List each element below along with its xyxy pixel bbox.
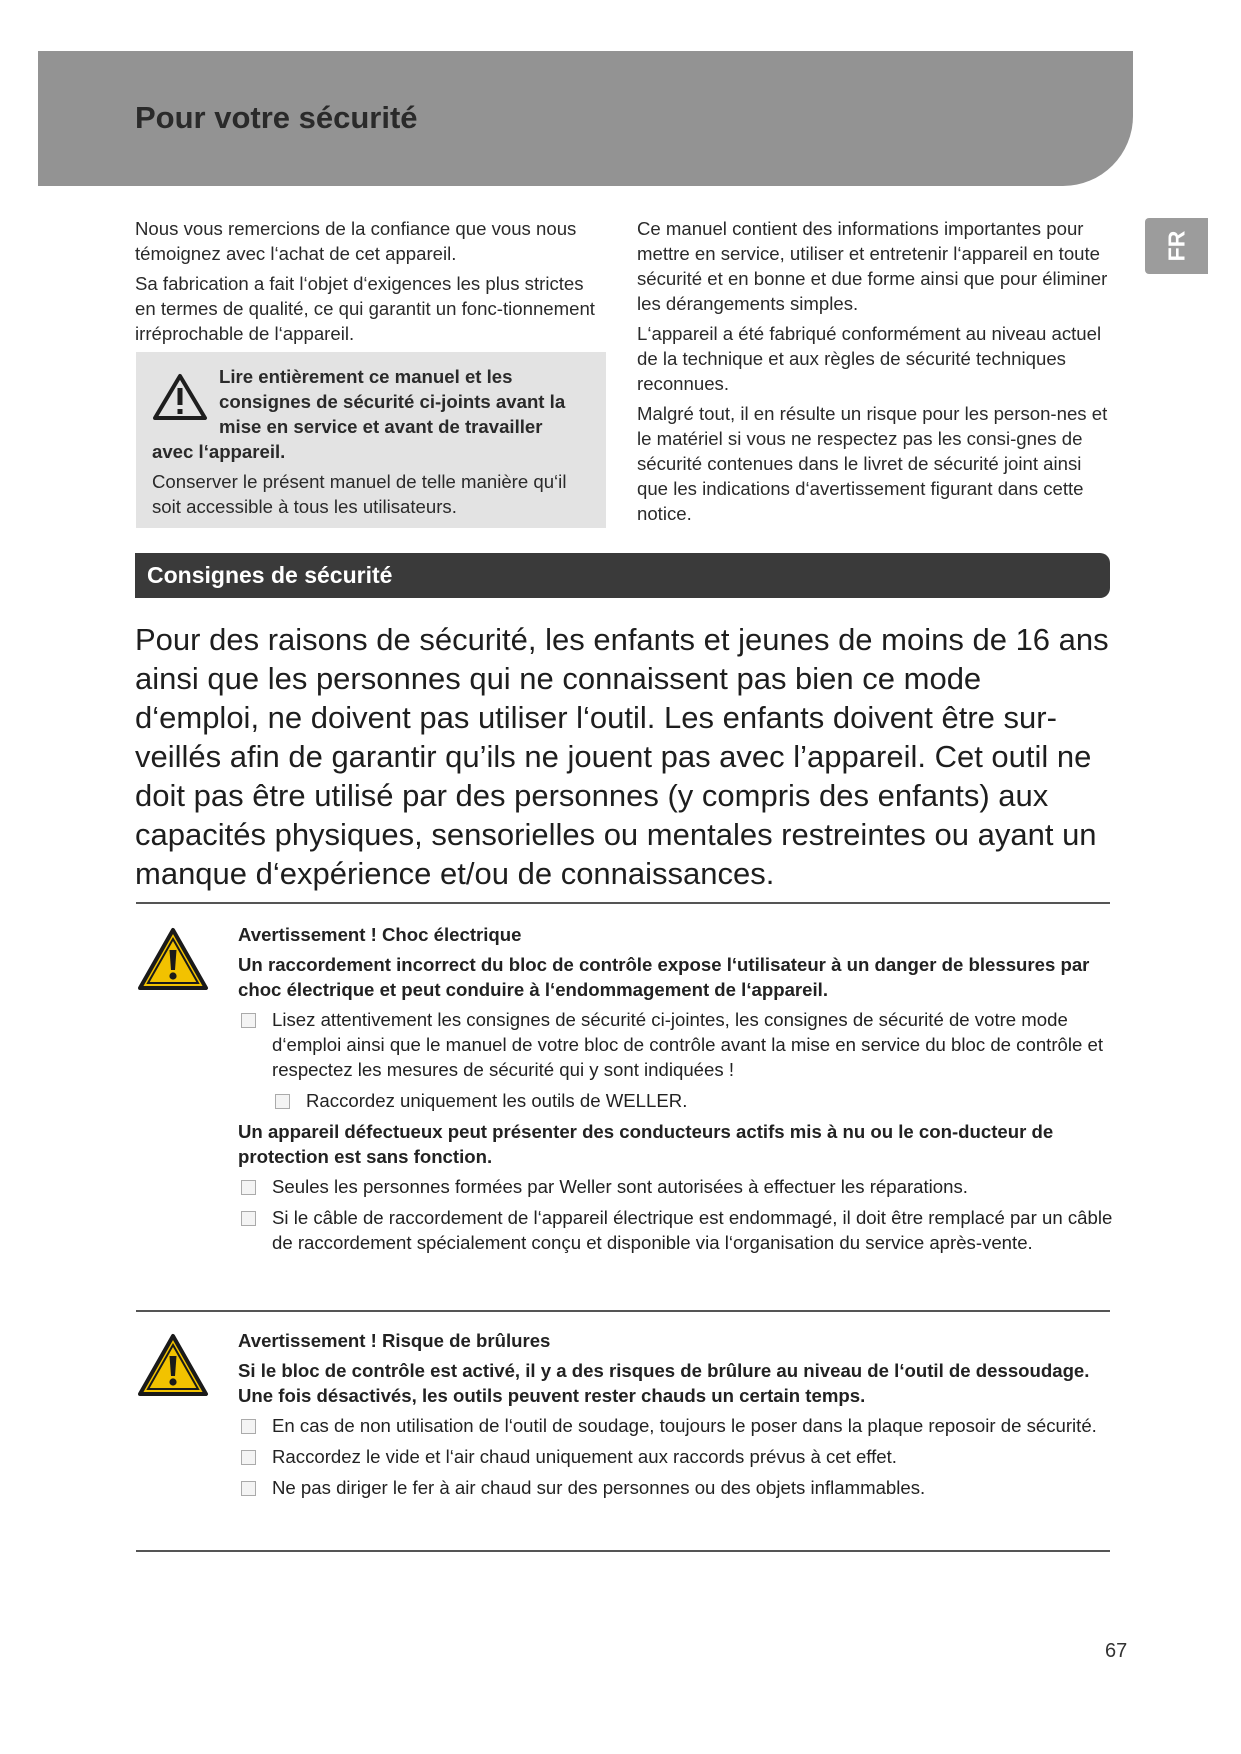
list-item-text: Raccordez uniquement les outils de WELLER. (306, 1090, 688, 1111)
section-header (135, 553, 1110, 598)
list-item (272, 1088, 1118, 1113)
list-item-text: En cas de non utilisation de l‘outil de soudage, toujours le poser dans la plaque reposoir de sécurité. (272, 1415, 1097, 1436)
lead-paragraph: Pour des raisons de sécurité, les enfants et jeunes de moins de 16 ans ainsi que les personnes qui ne connaissent pas bien ce mode d‘emploi, ne doivent pas utiliser l‘outil. Les enfants doivent être sur-veillés afin de garantir qu’ils ne jouent pas avec l’appareil. Cet outil ne doit pas être utilisé par des personnes (y compris des enfants) aux capacités physiques, sensorielles ou mentales restreintes ou ayant un manque d‘expérience et/ou de connaissances. (135, 622, 1109, 891)
intro-left-paragraph: Sa fabrication a fait l‘objet d‘exigences les plus strictes en termes de qualité, ce qui garantit un fonc-tionnement irréprochable de l‘appareil. (135, 273, 595, 344)
checkbox-bullet-icon (241, 1450, 256, 1465)
checkbox-bullet-icon (275, 1094, 290, 1109)
intro-right-column (637, 216, 1117, 531)
intro-right-paragraph: L‘appareil a été fabriqué conformément au niveau actuel de la technique et aux règles de sécurité techniques reconnues. (637, 323, 1102, 394)
checkbox-bullet-icon (241, 1013, 256, 1028)
warning-title: Avertissement ! Risque de brûlures (238, 1330, 551, 1351)
checkbox-bullet-icon (241, 1211, 256, 1226)
intro-right-paragraph: Malgré tout, il en résulte un risque pour les person-nes et le matériel si vous ne respectez pas les consi-gnes de sécurité contenues dans le livret de sécurité joint ainsi que les indications d‘avertissement figurant dans cette notice. (637, 403, 1108, 524)
warning-burn-risk (238, 1328, 1118, 1506)
divider (136, 902, 1110, 904)
list-item-text: Lisez attentivement les consignes de sécurité ci-jointes, les consignes de sécurité de votre mode d‘emploi ainsi que le manuel de votre bloc de contrôle avant la mise en service du bloc de contrôle et respectez les mesures de sécurité qui y sont indiquées ! (272, 1009, 1103, 1080)
warning-electric-shock (238, 922, 1118, 1261)
section-title: Consignes de sécurité (147, 562, 393, 588)
warning-triangle-outline-icon (152, 373, 208, 421)
language-tab (1145, 218, 1208, 274)
notice-bold-text: Lire entièrement ce manuel et les consignes de sécurité ci-joints avant la mise en service et avant de travailler (219, 366, 566, 437)
list-item (238, 1413, 1118, 1438)
divider (136, 1310, 1110, 1312)
list-item-text: Si le câble de raccordement de l‘appareil électrique est endommagé, il doit être remplacé par un câble de raccordement spécialement conçu et disponible via l‘organisation du service après-vente. (272, 1207, 1113, 1253)
warning-statement: Un appareil défectueux peut présenter des conducteurs actifs mis à nu ou le con-ducteur de protection est sans fonction. (238, 1121, 1054, 1167)
list-item (238, 1205, 1118, 1255)
checkbox-bullet-icon (241, 1180, 256, 1195)
intro-left-paragraph: Nous vous remercions de la confiance que vous nous témoignez avec l‘achat de cet appareil. (135, 218, 577, 264)
notice-bold-text-end: avec l‘appareil. (152, 441, 286, 462)
page-title: Pour votre sécurité (135, 100, 418, 135)
list-item-text: Raccordez le vide et l‘air chaud uniquement aux raccords prévus à cet effet. (272, 1446, 897, 1467)
page-number: 67 (1105, 1640, 1128, 1662)
list-item-text: Ne pas diriger le fer à air chaud sur des personnes ou des objets inflammables. (272, 1477, 926, 1498)
list-item (238, 1444, 1118, 1469)
list-item (238, 1475, 1118, 1500)
notice-box (136, 352, 606, 528)
warning-triangle-yellow-icon (136, 926, 210, 992)
warning-triangle-yellow-icon (136, 1332, 210, 1398)
intro-left-column (135, 216, 605, 351)
warning-statement: Si le bloc de contrôle est activé, il y a des risques de brûlure au niveau de l‘outil de dessoudage. Une fois désactivés, les outils peuvent rester chauds un certain temps. (238, 1360, 1090, 1406)
list-item-text: Seules les personnes formées par Weller sont autorisées à effectuer les réparations. (272, 1176, 968, 1197)
list-item (238, 1007, 1118, 1082)
warning-title: Avertissement ! Choc électrique (238, 924, 522, 945)
checkbox-bullet-icon (241, 1481, 256, 1496)
notice-text: Conserver le présent manuel de telle manière qu‘il soit accessible à tous les utilisateurs. (152, 471, 567, 517)
list-item (238, 1174, 1118, 1199)
divider (136, 1550, 1110, 1552)
warning-statement: Un raccordement incorrect du bloc de contrôle expose l‘utilisateur à un danger de blessures par choc électrique et peut conduire à l‘endommagement de l‘appareil. (238, 954, 1090, 1000)
language-tab-label: FR (1163, 230, 1189, 262)
intro-right-paragraph: Ce manuel contient des informations importantes pour mettre en service, utiliser et entretenir l‘appareil en toute sécurité et en bonne et due forme ainsi que pour éliminer les dérangements simples. (637, 218, 1108, 314)
checkbox-bullet-icon (241, 1419, 256, 1434)
